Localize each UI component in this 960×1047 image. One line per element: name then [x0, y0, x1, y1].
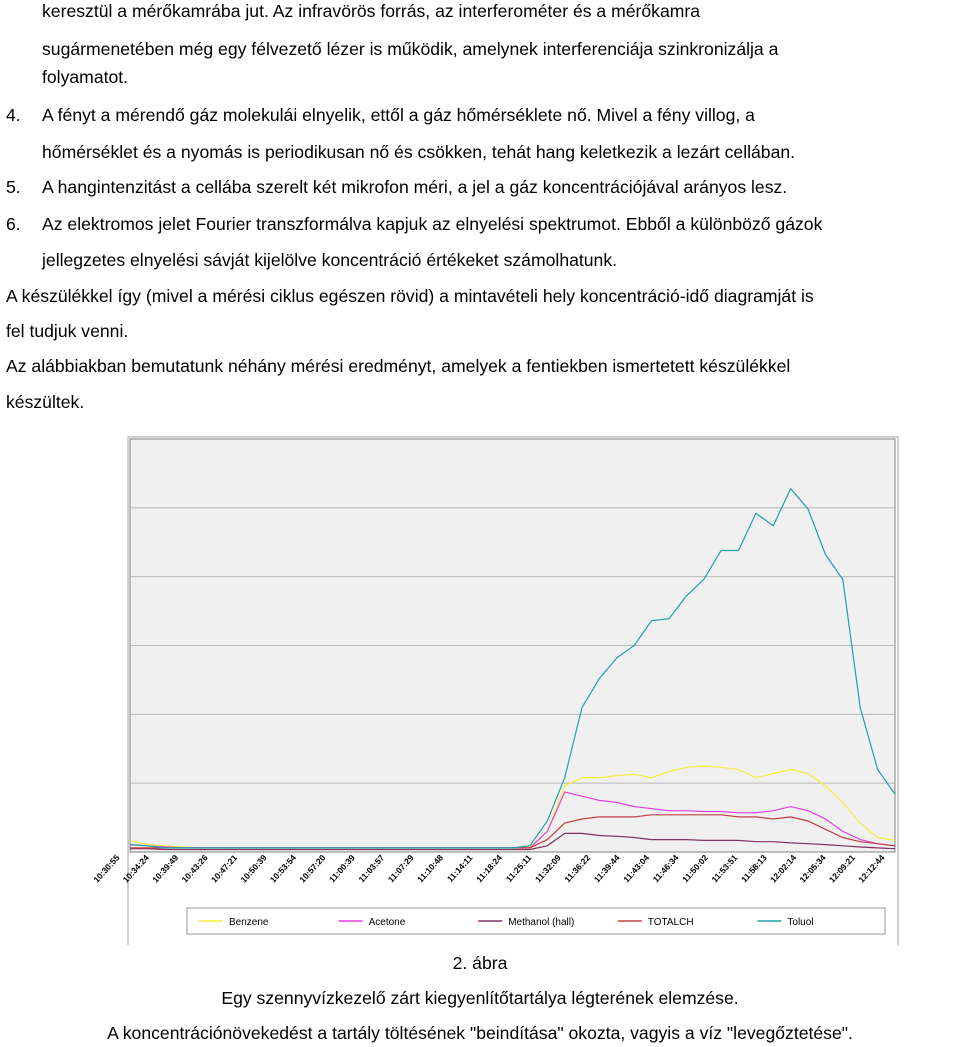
x-tick-label: 11:18:24: [474, 852, 504, 885]
x-tick-label: 11:32:09: [532, 852, 563, 885]
x-tick-label: 12:05:34: [797, 852, 828, 885]
paragraph-line: Az alábbiakban bemutatunk néhány mérési eredményt, amelyek a fentiekben ismertetett készülékkel: [6, 356, 791, 376]
paragraph-line: keresztül a mérőkamrába jut. Az infravörös forrás, az interferométer és a mérőkamra: [42, 1, 701, 21]
plot-area: [130, 439, 895, 852]
legend-label: Benzene: [229, 917, 269, 928]
x-tick-label: 11:46:34: [650, 852, 681, 885]
x-tick-label: 10:39:49: [150, 852, 181, 885]
x-tick-label: 11:25:11: [503, 852, 534, 884]
x-tick-label: 10:50:39: [238, 852, 269, 885]
list-item-line: Az elektromos jelet Fourier transzformálva kapjuk az elnyelési spektrumot. Ebből a különböző gázok: [42, 214, 823, 234]
figure-note: A koncentrációnövekedést a tartály töltésének "beindítása" okozta, vagyis a víz "levegőztetése".: [107, 1023, 853, 1043]
figure-number: 2. ábra: [452, 953, 508, 973]
x-tick-label: 12:02:14: [768, 852, 799, 885]
list-item-line: jellegzetes elnyelési sávját kijelölve koncentráció értékeket számolhatunk.: [42, 250, 618, 270]
x-tick-label: 10:57:20: [297, 852, 328, 885]
x-tick-label: 11:53:51: [709, 852, 740, 885]
figure-title: Egy szennyvízkezelő zárt kiegyenlítőtartálya légterének elemzése.: [221, 988, 739, 1008]
x-tick-label: 11:14:11: [444, 852, 475, 884]
chart-svg: [0, 425, 960, 945]
x-tick-label: 11:03:57: [356, 852, 387, 885]
x-tick-label: 10:30:55: [91, 852, 122, 885]
paragraph-line: A készülékkel így (mivel a mérési ciklus egészen rövid) a mintavételi hely koncentráció-idő diagramját is: [6, 286, 814, 306]
list-number: 5.: [6, 177, 21, 197]
x-tick-label: 10:53:54: [267, 852, 299, 885]
x-tick-label: 11:39:44: [591, 852, 622, 885]
x-tick-label: 10:34:24: [120, 852, 151, 885]
legend-label: TOTALCH: [647, 917, 694, 928]
paragraph-line: készültek.: [6, 392, 85, 412]
paragraph-line: fel tudjuk venni.: [6, 321, 129, 341]
list-item-line: A fényt a mérendő gáz molekulái elnyelik, ettől a gáz hőmérséklete nő. Mivel a fény villog, a: [42, 105, 755, 125]
list-number: 4.: [6, 105, 21, 125]
x-tick-label: 12:09:21: [826, 852, 858, 885]
x-tick-label: 11:50:02: [680, 852, 710, 885]
legend-label: Toluol: [787, 917, 814, 928]
x-tick-label: 11:36:22: [562, 852, 593, 885]
x-tick-label: 11:07:29: [385, 852, 416, 885]
x-tick-label: 11:00:39: [326, 852, 357, 885]
x-tick-label: 11:43:04: [621, 852, 652, 885]
x-tick-label: 12:12:44: [856, 852, 887, 885]
chart-legend: [187, 908, 885, 934]
legend-label: Methanol (hall): [508, 917, 575, 928]
x-tick-label: 11:58:13: [738, 852, 769, 885]
legend-label: Acetone: [368, 917, 406, 928]
x-tick-label: 10:43:26: [179, 852, 210, 885]
paragraph-line: sugármenetében még egy félvezető lézer is működik, amelynek interferenciája szinkronizálja a: [42, 39, 779, 59]
list-item-line: hőmérséklet és a nyomás is periodikusan nő és csökken, tehát hang keletkezik a lezárt cellában.: [42, 142, 796, 162]
concentration-chart: [0, 425, 960, 945]
list-number: 6.: [6, 214, 21, 234]
list-item-line: A hangintenzitást a cellába szerelt két mikrofon méri, a jel a gáz koncentrációjával arányos lesz.: [42, 177, 788, 197]
paragraph-line: folyamatot.: [42, 67, 129, 87]
x-tick-label: 10:47:21: [208, 852, 240, 885]
x-tick-label: 11:10:48: [415, 852, 446, 885]
